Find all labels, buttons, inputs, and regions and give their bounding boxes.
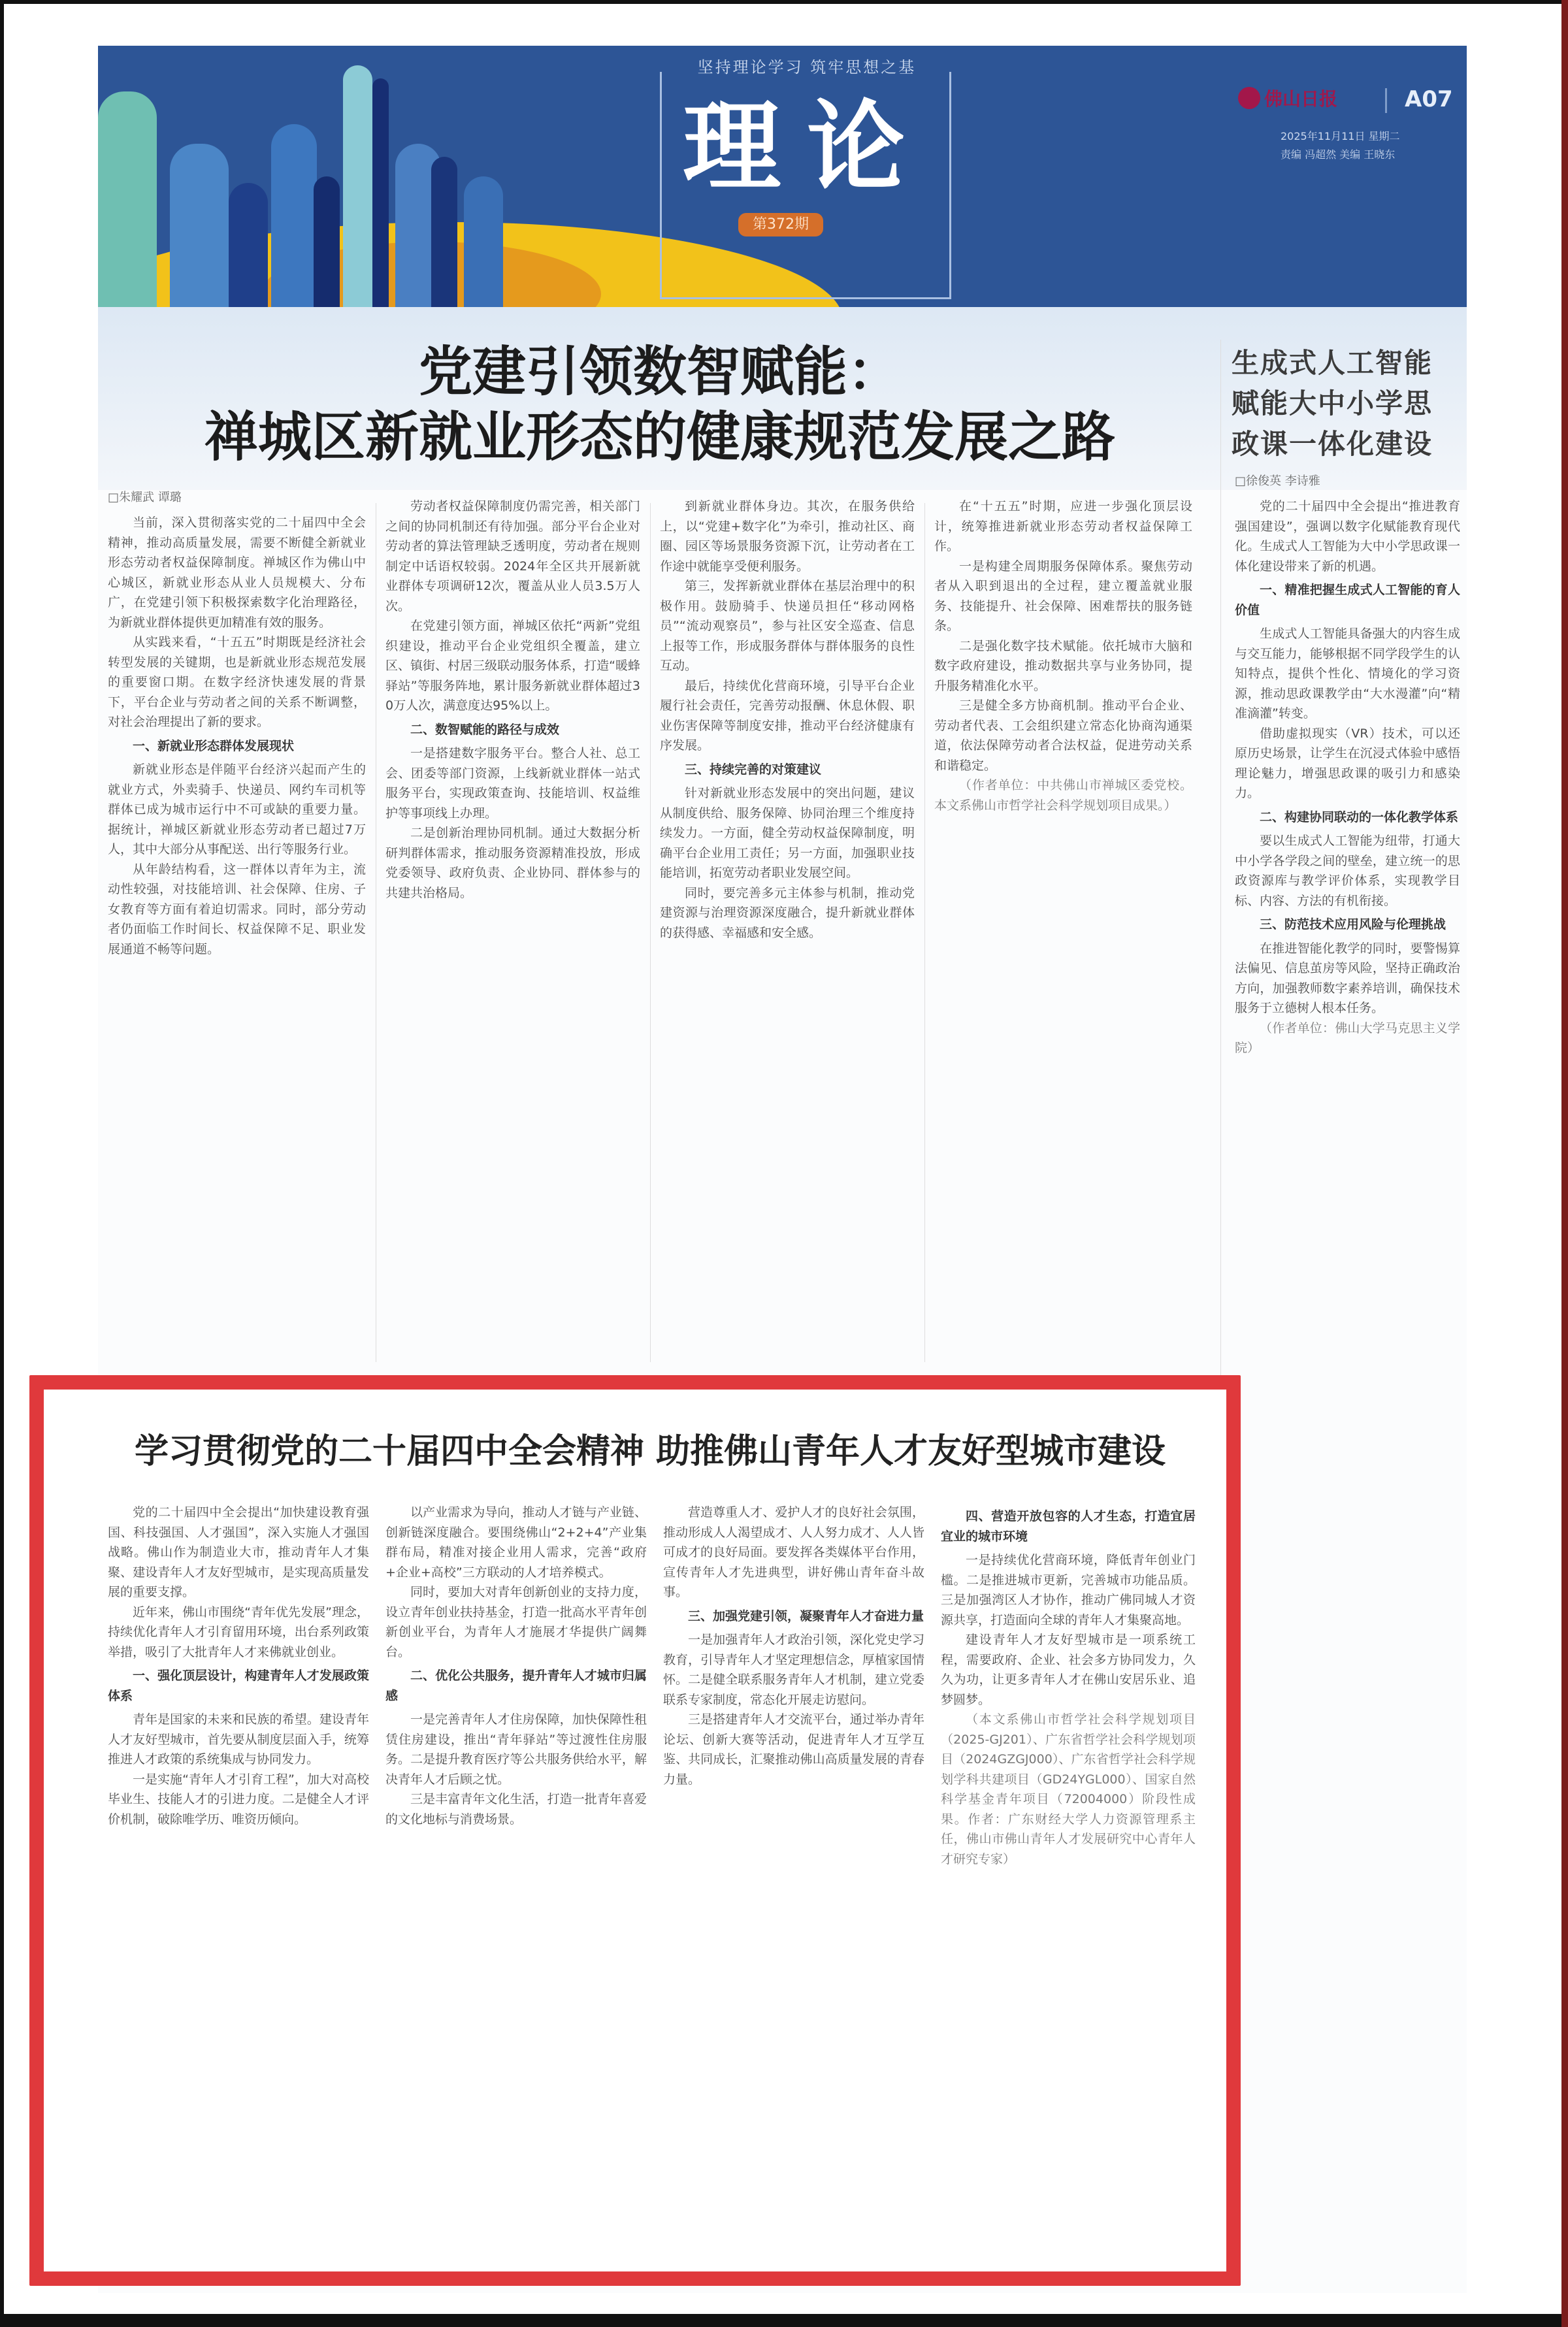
section-heading: 二、数智赋能的路径与成效	[410, 722, 560, 737]
column-divider	[650, 503, 651, 1362]
paragraph: 当前，深入贯彻落实党的二十届四中全会精神，推动高质量发展，需要不断健全新就业形态劳动者权益保障制度。禅城区作为佛山中心城区，新就业形态从业人员规模大、分布广，在党建引领下积极探索数字化治理路径，为新就业群体提供更加精准有效的服务。	[108, 515, 366, 630]
date-line: 2025年11月11日 星期二	[1281, 130, 1400, 142]
paragraph: 借助虚拟现实（VR）技术，可以还原历史场景，让学生在沉浸式体验中感悟理论魅力，增强思政课的吸引力和感染力。	[1235, 726, 1460, 800]
paper-logo-icon	[1238, 87, 1260, 109]
paragraph: 党的二十届四中全会提出“推进教育强国建设”，强调以数字化赋能教育现代化。生成式人工智能为大中小学思政课一体化建设带来了新的机遇。	[1235, 499, 1460, 574]
paragraph: 三是健全多方协商机制。推动平台企业、劳动者代表、工会组织建立常态化协商沟通渠道，依法保障劳动者合法权益，促进劳动关系和谐稳定。	[934, 698, 1192, 773]
paragraph: 以产业需求为导向，推动人才链与产业链、创新链深度融合。要围绕佛山“2+2+4”产业集群布局，精准对接企业用人需求，完善“政府+企业+高校”三方联动的人才培养模式。	[385, 1505, 647, 1580]
side-column	[1235, 496, 1460, 2260]
author-note: （作者单位：佛山大学马克思主义学院）	[1235, 1020, 1460, 1055]
lead-column-3	[660, 496, 915, 1362]
paragraph: 一是搭建数字服务平台。整合人社、总工会、团委等部门资源，上线新就业群体一站式服务平台，实现政策查询、技能培训、权益维护等事项线上办理。	[385, 746, 640, 821]
side-byline: □徐俊英 李诗雅	[1235, 474, 1320, 488]
author-note: （本文系佛山市哲学社会科学规划项目（2025-GJ201）、广东省哲学社会科学规划项目（2024GZGJ000）、广东省哲学社会科学规划学科共建项目（GD24YGL000）、国家自然科学基金青年项目（72004000）阶段性成果。作者：广东财经大学人力资源管理系主任，佛山市佛山青年人才发展研究中心青年人才研究专家）	[941, 1712, 1196, 1866]
section-heading: 一、新就业形态群体发展现状	[133, 738, 295, 753]
paragraph: 二是创新治理协同机制。通过大数据分析研判群体需求，推动服务资源精准投放，形成党委领导、政府负责、企业协同、群体参与的共建共治格局。	[385, 826, 640, 900]
lead-column-1	[108, 513, 366, 1362]
skyline-tower	[431, 157, 457, 307]
section-heading: 三、加强党建引领，凝聚青年人才奋进力量	[688, 1608, 924, 1623]
featured-column-2	[385, 1503, 647, 2247]
paragraph: 建设青年人才友好型城市是一项系统工程，需要政府、企业、社会多方协同发力，久久为功，让更多青年人才在佛山安居乐业、追梦圆梦。	[941, 1633, 1196, 1707]
lead-title-line1: 党建引领数智赋能：	[418, 341, 901, 403]
lead-title-line2: 禅城区新就业形态的健康规范发展之路	[204, 406, 1115, 468]
paragraph: 第三，发挥新就业群体在基层治理中的积极作用。鼓励骑手、快递员担任“移动网格员”“流动观察员”，参与社区安全巡查、信息上报等工作，形成服务群体与群体服务的良性互动。	[660, 579, 915, 673]
paragraph: 二是强化数字技术赋能。依托城市大脑和数字政府建设，推动数据共享与业务协同，提升服务精准化水平。	[934, 638, 1192, 693]
dateline	[1281, 127, 1460, 164]
page-number: A07	[1405, 86, 1453, 112]
paragraph: 一是构建全周期服务保障体系。聚焦劳动者从入职到退出的全过程，建立覆盖就业服务、技能提升、社会保障、困难帮扶的服务链条。	[934, 559, 1192, 633]
section-heading: 二、优化公共服务，提升青年人才城市归属感	[385, 1668, 647, 1703]
lead-column-2	[385, 496, 640, 1362]
side-title-line3: 政课一体化建设	[1232, 428, 1433, 460]
paper-name: 佛山日报	[1264, 88, 1338, 110]
side-title-line1: 生成式人工智能	[1232, 347, 1433, 379]
paragraph: 同时，要加大对青年创新创业的支持力度，设立青年创业扶持基金，打造一批高水平青年创新创业平台，为青年人才施展才华提供广阔舞台。	[385, 1585, 647, 1659]
paragraph: 青年是国家的未来和民族的希望。建设青年人才友好型城市，首先要从制度层面入手，统筹推进人才政策的系统集成与协同发力。	[108, 1712, 369, 1766]
paragraph: 要以生成式人工智能为纽带，打通大中小学各学段之间的壁垒，建立统一的思政资源库与教学评价体系，实现教学目标、内容、方法的有机衔接。	[1235, 834, 1460, 908]
paragraph: 一是实施“青年人才引育工程”，加大对高校毕业生、技能人才的引进力度。二是健全人才评价机制，破除唯学历、唯资历倾向。	[108, 1772, 369, 1827]
paragraph: 在“十五五”时期，应进一步强化顶层设计，统筹推进新就业形态劳动者权益保障工作。	[934, 499, 1192, 553]
paragraph: 三是丰富青年文化生活，打造一批青年喜爱的文化地标与消费场景。	[385, 1792, 647, 1827]
lead-byline: □朱耀武 谭璐	[108, 491, 182, 504]
paper-logo	[1238, 85, 1337, 111]
paragraph: 从年龄结构看，这一群体以青年为主，流动性较强，对技能培训、社会保障、住房、子女教育等方面有着迫切需求。同时，部分劳动者仍面临工作时间长、权益保障不足、职业发展通道不畅等问题。	[108, 862, 366, 956]
paragraph: 在推进智能化教学的同时，要警惕算法偏见、信息茧房等风险，坚持正确政治方向，加强教师数字素养培训，确保技术服务于立德树人根本任务。	[1235, 941, 1460, 1015]
featured-column-3	[663, 1503, 924, 2247]
masthead-slogan-wrap	[611, 57, 1003, 77]
skyline-tower	[343, 65, 372, 307]
lead-headline	[111, 340, 1209, 470]
featured-column-4	[941, 1503, 1196, 2247]
lead-column-4	[934, 496, 1192, 1362]
section-heading: 四、营造开放包容的人才生态，打造宜居宜业的城市环境	[941, 1509, 1196, 1544]
skyline-tower	[170, 144, 229, 307]
paragraph: 劳动者权益保障制度仍需完善，相关部门之间的协同机制还有待加强。部分平台企业对劳动者的算法管理缺乏透明度，劳动者在规则制定中话语权较弱。2024年全区共开展新就业群体专项调研12次，覆盖从业人员3.5万人次。	[385, 499, 640, 613]
skyline-tower	[229, 183, 268, 307]
section-heading: 一、精准把握生成式人工智能的育人价值	[1235, 583, 1460, 617]
paragraph: 营造尊重人才、爱护人才的良好社会氛围，推动形成人人渴望成才、人人努力成才、人人皆可成才的良好局面。要发挥各类媒体平台作用，宣传青年人才先进典型，讲好佛山青年奋斗故事。	[663, 1505, 924, 1599]
paragraph: 新就业形态是伴随平台经济兴起而产生的就业方式，外卖骑手、快递员、网约车司机等群体已成为城市运行中不可或缺的重要力量。据统计，禅城区新就业形态劳动者已超过7万人，其中大部分从事配送、出行等服务行业。	[108, 762, 366, 856]
paragraph: 最后，持续优化营商环境，引导平台企业履行社会责任，完善劳动报酬、休息休假、职业伤害保障等制度安排，推动平台经济健康有序发展。	[660, 678, 915, 753]
logo-divider	[1385, 88, 1387, 113]
paragraph: 在党建引领方面，禅城区依托“两新”党组织建设，推动平台企业党组织全覆盖，建立区、镇街、村居三级联动服务体系，打造“暖蜂驿站”等服务阵地，累计服务新就业群体超过30万人次，满意度达95%以上。	[385, 619, 640, 713]
skyline-tower	[98, 91, 157, 307]
author-note: （作者单位：中共佛山市禅城区委党校。本文系佛山市哲学社会科学规划项目成果。）	[934, 778, 1192, 813]
masthead-slogan: 坚持理论学习 筑牢思想之基	[691, 58, 923, 76]
side-headline	[1232, 343, 1467, 464]
paragraph: 一是完善青年人才住房保障，加快保障性租赁住房建设，推出“青年驿站”等过渡性住房服务。二是提升教育医疗等公共服务供给水平，解决青年人才后顾之忧。	[385, 1712, 647, 1787]
section-title: 理论	[682, 90, 931, 204]
section-heading: 二、构建协同联动的一体化教学体系	[1260, 809, 1459, 824]
viewer-edge-strip	[1561, 0, 1568, 2327]
skyline-tower	[314, 176, 340, 307]
paragraph: 到新就业群体身边。其次，在服务供给上，以“党建+数字化”为牵引，推动社区、商圈、园区等场景服务资源下沉，让劳动者在工作途中就能享受便利服务。	[660, 499, 915, 574]
featured-headline: 学习贯彻党的二十届四中全会精神 助推佛山青年人才友好型城市建设	[134, 1432, 1166, 1471]
paragraph: 三是搭建青年人才交流平台，通过举办青年论坛、创新大赛等活动，促进青年人才互学互鉴、共同成长，汇聚推动佛山高质量发展的青春力量。	[663, 1712, 924, 1787]
section-heading: 三、防范技术应用风险与伦理挑战	[1260, 917, 1446, 932]
editors-line: 责编 冯超然 美编 王晓东	[1281, 148, 1396, 161]
section-heading: 三、持续完善的对策建议	[685, 762, 822, 777]
featured-column-1	[108, 1503, 369, 2247]
column-divider	[924, 503, 925, 1362]
skyline-tower	[372, 78, 389, 307]
paragraph: 一是持续优化营商环境，降低青年创业门槛。二是推进城市更新，完善城市功能品质。三是加强湾区人才协作，推动广佛同城人才资源共享，打造面向全球的青年人才集聚高地。	[941, 1553, 1196, 1627]
issue-badge: 第372期	[738, 213, 823, 236]
skyline-tower	[271, 124, 317, 307]
paragraph: 党的二十届四中全会提出“加快建设教育强国、科技强国、人才强国”，深入实施人才强国战略。佛山作为制造业大市，推动青年人才集聚、建设青年人才友好型城市，是实现高质量发展的重要支撑。	[108, 1505, 369, 1599]
skyline-tower	[464, 176, 503, 307]
section-heading: 一、强化顶层设计，构建青年人才发展政策体系	[108, 1668, 369, 1703]
paragraph: 从实践来看，“十五五”时期既是经济社会转型发展的关键期，也是新就业形态规范发展的重要窗口期。在数字经济快速发展的背景下，平台企业与劳动者之间的关系不断调整，对社会治理提出了新的要求。	[108, 635, 366, 729]
paragraph: 生成式人工智能具备强大的内容生成与交互能力，能够根据不同学段学生的认知特点，提供个性化、情境化的学习资源，推动思政课教学由“大水漫灌”向“精准滴灌”转变。	[1235, 626, 1460, 721]
side-title-line2: 赋能大中小学思	[1232, 387, 1433, 419]
paragraph: 同时，要完善多元主体参与机制，推动党建资源与治理资源深度融合，提升新就业群体的获得感、幸福感和安全感。	[660, 885, 915, 940]
paragraph: 近年来，佛山市围绕“青年优先发展”理念，持续优化青年人才引育留用环境，出台系列政策举措，吸引了大批青年人才来佛就业创业。	[108, 1604, 369, 1659]
paragraph: 针对新就业形态发展中的突出问题，建议从制度供给、服务保障、协同治理三个维度持续发力。一方面，健全劳动权益保障制度，明确平台企业用工责任；另一方面，加强职业技能培训，拓宽劳动者职业发展空间。	[660, 786, 915, 880]
paragraph: 一是加强青年人才政治引领，深化党史学习教育，引导青年人才坚定理想信念，厚植家国情怀。二是健全联系服务青年人才机制，建立党委联系专家制度，常态化开展走访慰问。	[663, 1633, 924, 1707]
